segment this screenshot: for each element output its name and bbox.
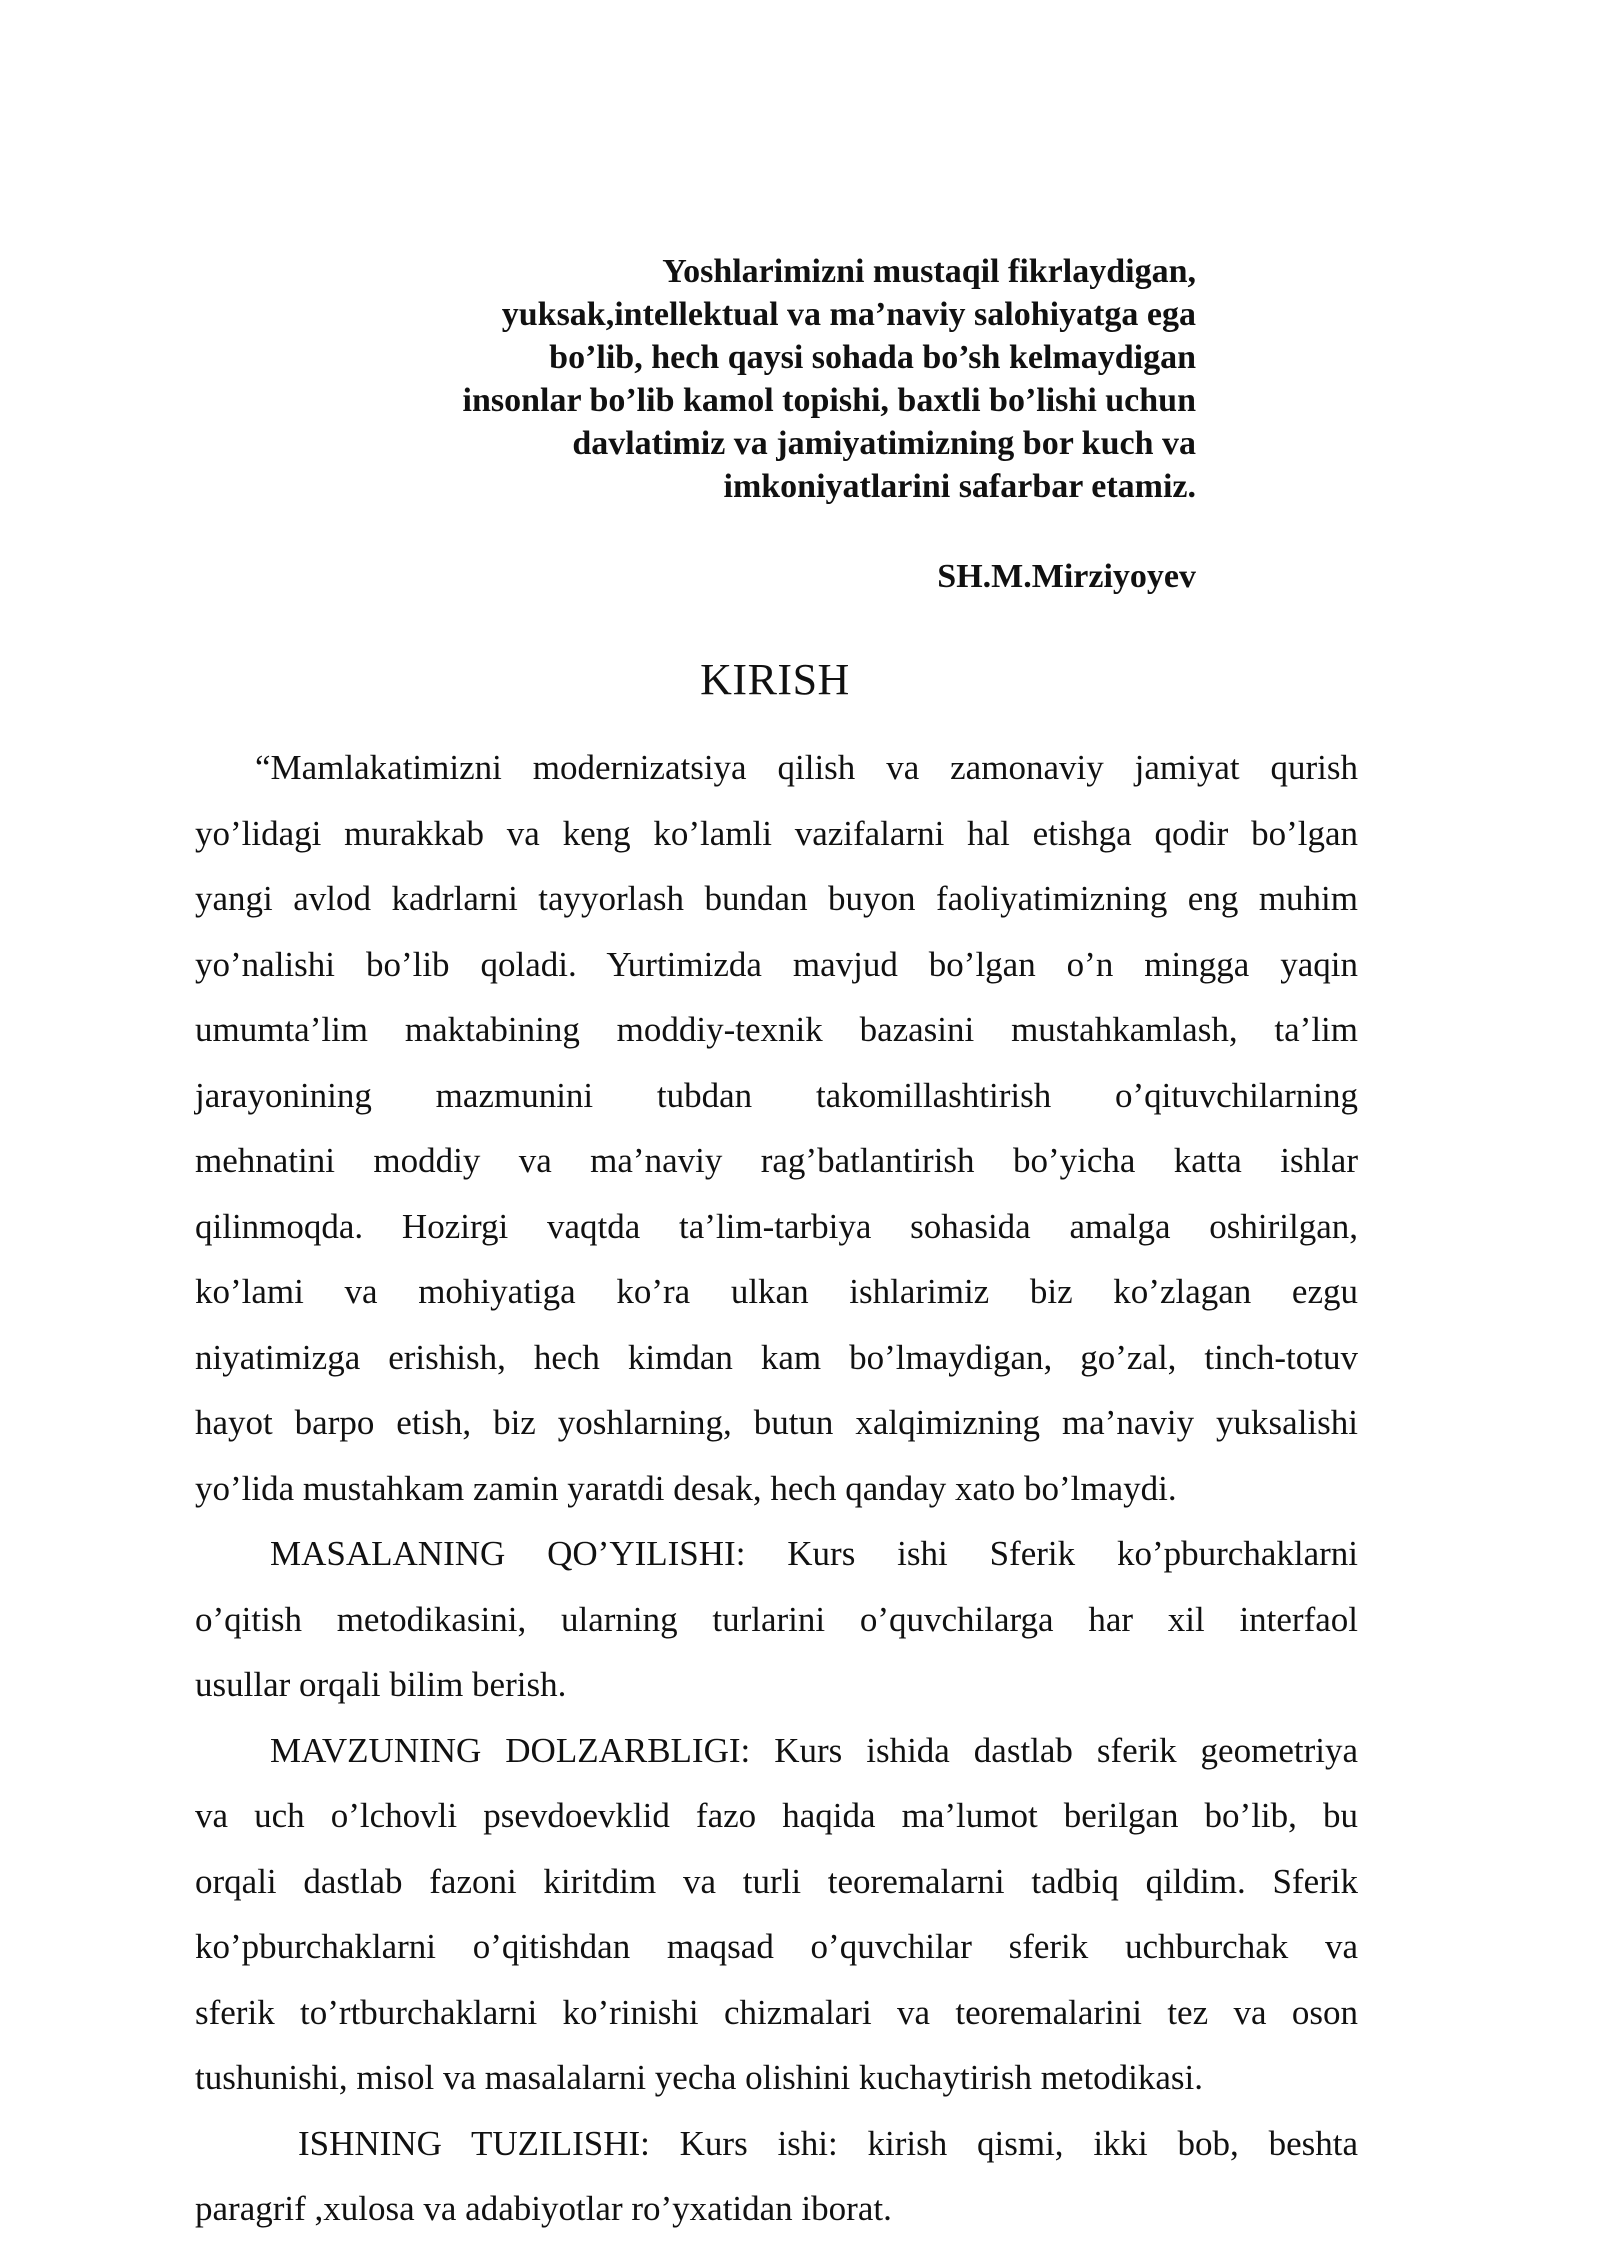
epigraph-line: davlatimiz va jamiyatimizning bor kuch va [572,425,1196,462]
epigraph-quote [360,250,1196,508]
paragraph-line: yo’lidagi murakkab va keng ko’lamli vazifalarni hal etishga qodir bo’lgan [195,813,1358,853]
paragraph-line: mehnatini moddiy va ma’naviy rag’batlantirish bo’yicha katta ishlar [195,1141,1358,1180]
paragraph-introduction [195,735,1358,1521]
epigraph-line: bo’lib, hech qaysi sohada bo’sh kelmaydigan [549,339,1196,376]
paragraph-line: jarayonining mazmunini tubdan takomillashtirish o’qituvchilarning [195,1075,1358,1115]
paragraph-line: ko’lami va mohiyatiga ko’ra ulkan ishlarimiz biz ko’zlagan ezgu [195,1272,1358,1311]
section-heading: KIRISH [700,655,850,704]
paragraph-line: MAVZUNING DOLZARBLIGI: Kurs ishida dastlab sferik geometriya [270,1730,1358,1770]
paragraph-line: umumta’lim maktabining moddiy-texnik bazasini mustahkamlash, ta’lim [195,1010,1358,1049]
paragraph-line: yo’lida mustahkam zamin yaratdi desak, hech qanday xato bo’lmaydi. [195,1468,1177,1508]
epigraph-author: SH.M.Mirziyoyev [937,558,1196,595]
paragraph-line: tushunishi, misol va masalalarni yecha olishini kuchaytirish metodikasi. [195,2058,1204,2097]
paragraph-line: sferik to’rtburchaklarni ko’rinishi chizmalari va teoremalarini tez va oson [195,1992,1358,2032]
paragraph-line: usullar orqali bilim berish. [195,1665,567,1704]
epigraph-line: insonlar bo’lib kamol topishi, baxtli bo’lishi uchun [462,382,1196,419]
paragraph-line: hayot barpo etish, biz yoshlarning, butun xalqimizning ma’naviy yuksalishi [195,1403,1358,1442]
epigraph-line: Yoshlarimizni mustaqil fikrlaydigan, [662,253,1196,290]
paragraph-line: orqali dastlab fazoni kiritdim va turli teoremalarni tadbiq qildim. Sferik [195,1861,1358,1901]
body-text [195,735,1358,2242]
paragraph-line: qilinmoqda. Hozirgi vaqtda ta’lim-tarbiya sohasida amalga oshirilgan, [195,1206,1358,1246]
epigraph-line: yuksak,intellektual va ma’naviy salohiyatga ega [501,296,1196,333]
paragraph-line: “Mamlakatimizni modernizatsiya qilish va zamonaviy jamiyat qurish [255,748,1358,787]
paragraph-line: yo’nalishi bo’lib qoladi. Yurtimizda mavjud bo’lgan o’n mingga yaqin [195,944,1358,984]
paragraph-line: ko’pburchaklarni o’qitishdan maqsad o’quvchilar sferik uchburchak va [195,1927,1358,1966]
paragraph-line: ISHNING TUZILISHI: Kurs ishi: kirish qismi, ikki bob, beshta [298,2123,1358,2163]
paragraph-line: niyatimizga erishish, hech kimdan kam bo’lmaydigan, go’zal, tinch-totuv [195,1337,1358,1377]
paragraph-relevance [195,1718,1358,2111]
epigraph-line: imkoniyatlarini safarbar etamiz. [723,468,1196,505]
paragraph-line: MASALANING QO’YILISHI: Kurs ishi Sferik ko’pburchaklarni [270,1534,1358,1573]
paragraph-line: paragrif ,xulosa va adabiyotlar ro’yxatidan iborat. [195,2189,892,2228]
paragraph-problem-statement [195,1521,1358,1718]
paragraph-structure [195,2111,1358,2242]
paragraph-line: o’qitish metodikasini, ularning turlarini o’quvchilarga har xil interfaol [195,1599,1358,1639]
paragraph-line: va uch o’lchovli psevdoevklid fazo haqida ma’lumot berilgan bo’lib, bu [195,1796,1358,1835]
paragraph-line: yangi avlod kadrlarni tayyorlash bundan buyon faoliyatimizning eng muhim [195,879,1358,918]
